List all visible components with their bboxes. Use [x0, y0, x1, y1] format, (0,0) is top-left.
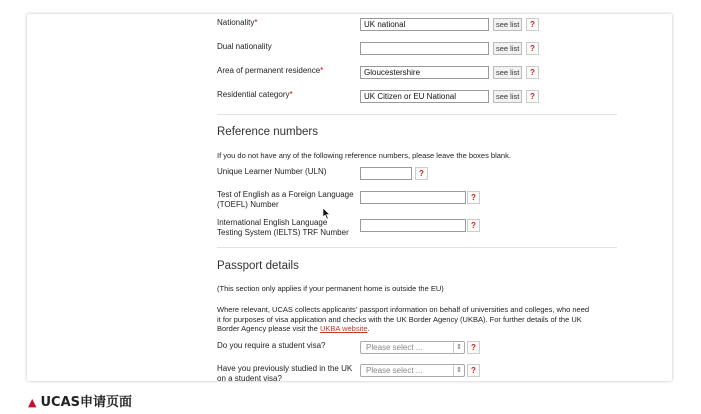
student-visa-label: Do you require a student visa? [217, 341, 326, 350]
figure-caption: ▲ UCAS申请页面 [28, 395, 132, 410]
residence-label: Area of permanent residence* [217, 66, 324, 75]
reference-intro-text: If you do not have any of the following reference numbers, please leave the boxes blank. [217, 151, 511, 160]
residential-category-help-icon[interactable]: ? [526, 90, 539, 103]
uln-label: Unique Learner Number (ULN) [217, 167, 327, 176]
nationality-label: Nationality* [217, 18, 258, 27]
passport-details-heading: Passport details [217, 260, 299, 272]
nationality-input[interactable]: UK national [360, 18, 489, 31]
reference-numbers-heading: Reference numbers [217, 126, 318, 138]
ielts-input[interactable] [360, 219, 466, 232]
ukba-website-link[interactable]: UKBA website [319, 324, 368, 333]
residence-input[interactable]: Gloucestershire [360, 66, 489, 79]
residential-category-input[interactable]: UK Citizen or EU National [360, 90, 489, 103]
ielts-label: International English Language Testing System (IELTS) TRF Number [217, 218, 349, 237]
student-visa-select[interactable]: Please select ... ⇕ [360, 341, 465, 354]
mouse-cursor-icon [323, 208, 331, 220]
dual-nationality-see-list-button[interactable]: see list [493, 42, 522, 55]
residential-category-label: Residential category* [217, 90, 293, 99]
toefl-label: Test of English as a Foreign Language (TOEFL) Number [217, 190, 354, 209]
select-arrows-icon: ⇕ [453, 365, 464, 376]
triangle-marker-icon: ▲ [28, 396, 37, 409]
dual-nationality-help-icon[interactable]: ? [526, 42, 539, 55]
select-arrows-icon: ⇕ [453, 342, 464, 353]
nationality-see-list-button[interactable]: see list [493, 18, 522, 31]
uln-help-icon[interactable]: ? [415, 167, 428, 180]
previously-studied-label: Have you previously studied in the UK on a student visa? [217, 364, 353, 381]
ucas-form-screenshot [27, 14, 672, 381]
uln-input[interactable] [360, 167, 412, 180]
dual-nationality-label: Dual nationality [217, 42, 272, 51]
previously-studied-select[interactable]: Please select ... ⇕ [360, 364, 465, 377]
passport-note-text: (This section only applies if your permanent home is outside the EU) [217, 284, 444, 293]
section-divider [217, 114, 617, 115]
toefl-help-icon[interactable]: ? [467, 191, 480, 204]
previously-studied-help-icon[interactable]: ? [467, 364, 480, 377]
section-divider [217, 247, 617, 248]
passport-info-paragraph: Where relevant, UCAS collects applicants' passport information on behalf of universities and colleges, who need it for purposes of visa application and checks with the UK Border Agency (UKBA). For further details of the UK Border Agency please visit the UKBA website. [217, 305, 590, 333]
ielts-help-icon[interactable]: ? [467, 219, 480, 232]
residential-category-see-list-button[interactable]: see list [493, 90, 522, 103]
residence-help-icon[interactable]: ? [526, 66, 539, 79]
dual-nationality-input[interactable] [360, 42, 489, 55]
residence-see-list-button[interactable]: see list [493, 66, 522, 79]
student-visa-help-icon[interactable]: ? [467, 341, 480, 354]
nationality-help-icon[interactable]: ? [526, 18, 539, 31]
toefl-input[interactable] [360, 191, 466, 204]
